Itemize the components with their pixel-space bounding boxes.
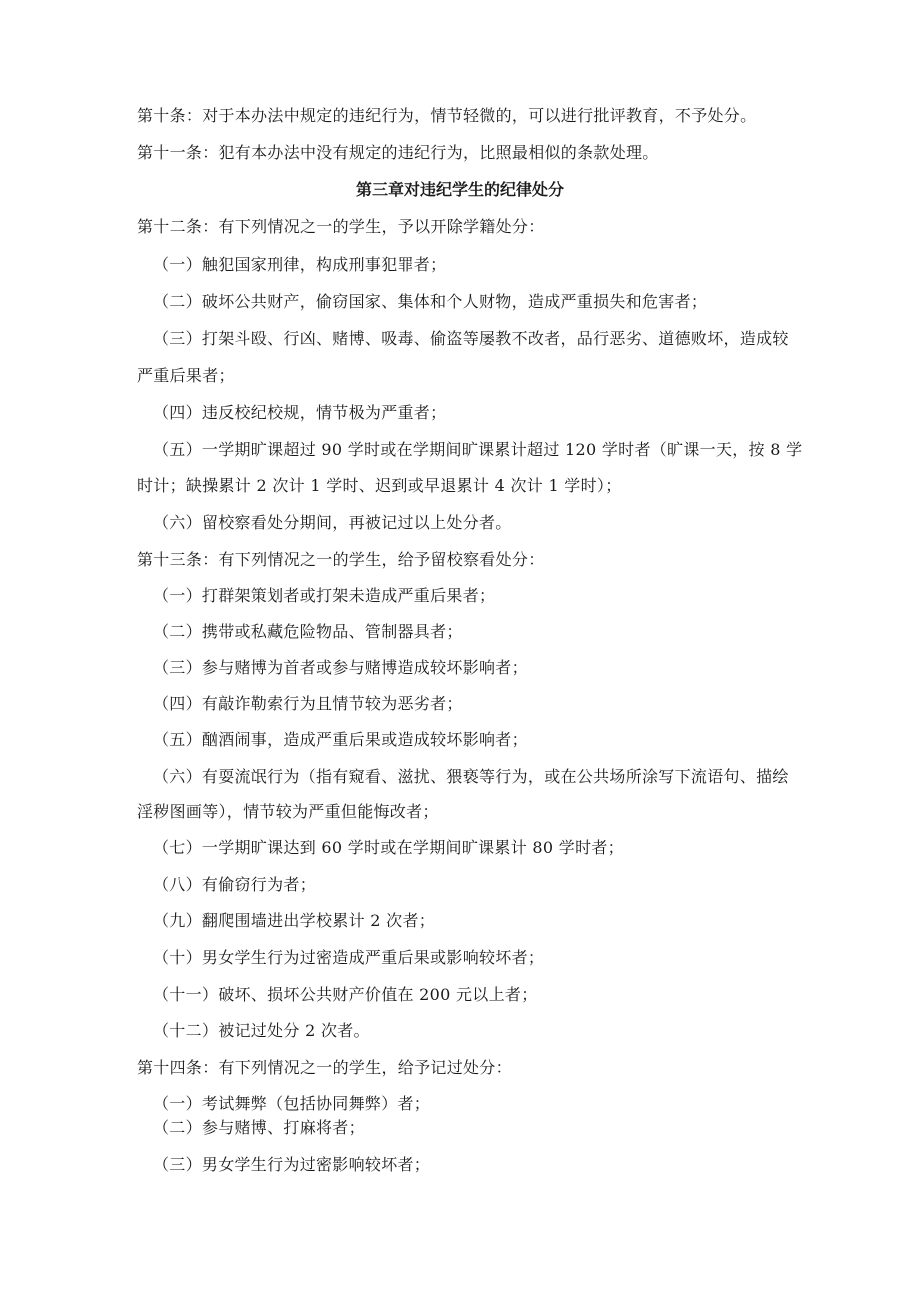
list-item: （九）翻爬围墙进出学校累计 2 次者；	[153, 911, 436, 930]
list-item: （八）有偷窃行为者；	[153, 875, 317, 894]
list-item: （二）破坏公共财产，偷窃国家、集体和个人财物，造成严重损失和危害者；	[153, 292, 708, 311]
list-item: （三）打架斗殴、行凶、赌博、吸毒、偷盗等屡教不改者，品行恶劣、道德败坏，造成较	[153, 329, 789, 348]
list-item-continuation: 严重后果者；	[137, 366, 235, 385]
article-11: 第十一条：犯有本办法中没有规定的违纪行为，比照最相似的条款处理。	[137, 143, 659, 162]
article-13-heading: 第十三条：有下列情况之一的学生，给予留校察看处分：	[137, 550, 545, 569]
list-item: （十）男女学生行为过密造成严重后果或影响较坏者；	[153, 948, 545, 967]
list-item: （一）触犯国家刑律，构成刑事犯罪者；	[153, 255, 447, 274]
article-14-heading: 第十四条：有下列情况之一的学生，给予记过处分：	[137, 1058, 512, 1077]
list-item: （五）酗酒闹事，造成严重后果或造成较坏影响者；	[153, 730, 528, 749]
article-10: 第十条：对于本办法中规定的违纪行为，情节轻微的，可以进行批评教育，不予处分。	[137, 106, 757, 125]
list-item: （四）有敲诈勒索行为且情节较为恶劣者；	[153, 694, 463, 713]
list-item: （四）违反校纪校规，情节极为严重者；	[153, 403, 447, 422]
list-item: （十一）破坏、损坏公共财产价值在 200 元以上者；	[153, 985, 538, 1004]
list-item: （十二）被记过处分 2 次者。	[153, 1021, 370, 1040]
list-item-continuation: 淫秽图画等），情节较为严重但能悔改者；	[137, 802, 439, 821]
list-item: （二）携带或私藏危险物品、管制器具者；	[153, 622, 463, 641]
list-item: （二）参与赌博、打麻将者；	[153, 1118, 365, 1137]
list-item-continuation: 时计；缺操累计 2 次计 1 学时、迟到或早退累计 4 次计 1 学时）；	[137, 476, 622, 495]
chapter-title: 第三章对违纪学生的纪律处分	[355, 180, 564, 199]
list-item: （三）参与赌博为首者或参与赌博造成较坏影响者；	[153, 658, 528, 677]
list-item: （一）打群架策划者或打架未造成严重后果者；	[153, 586, 496, 605]
list-item: （五）一学期旷课超过 90 学时或在学期间旷课累计超过 120 学时者（旷课一天，按 8 学	[153, 440, 803, 459]
list-item: （六）有耍流氓行为（指有窥看、滋扰、猥亵等行为，或在公共场所涂写下流语句、描绘	[153, 767, 789, 786]
list-item: （七）一学期旷课达到 60 学时或在学期间旷课累计 80 学时者；	[153, 838, 624, 857]
article-12-heading: 第十二条：有下列情况之一的学生，予以开除学籍处分：	[137, 217, 545, 236]
list-item: （三）男女学生行为过密影响较坏者；	[153, 1155, 431, 1174]
list-item: （六）留校察看处分期间，再被记过以上处分者。	[153, 513, 512, 532]
list-item: （一）考试舞弊（包括协同舞弊）者；	[153, 1094, 431, 1113]
